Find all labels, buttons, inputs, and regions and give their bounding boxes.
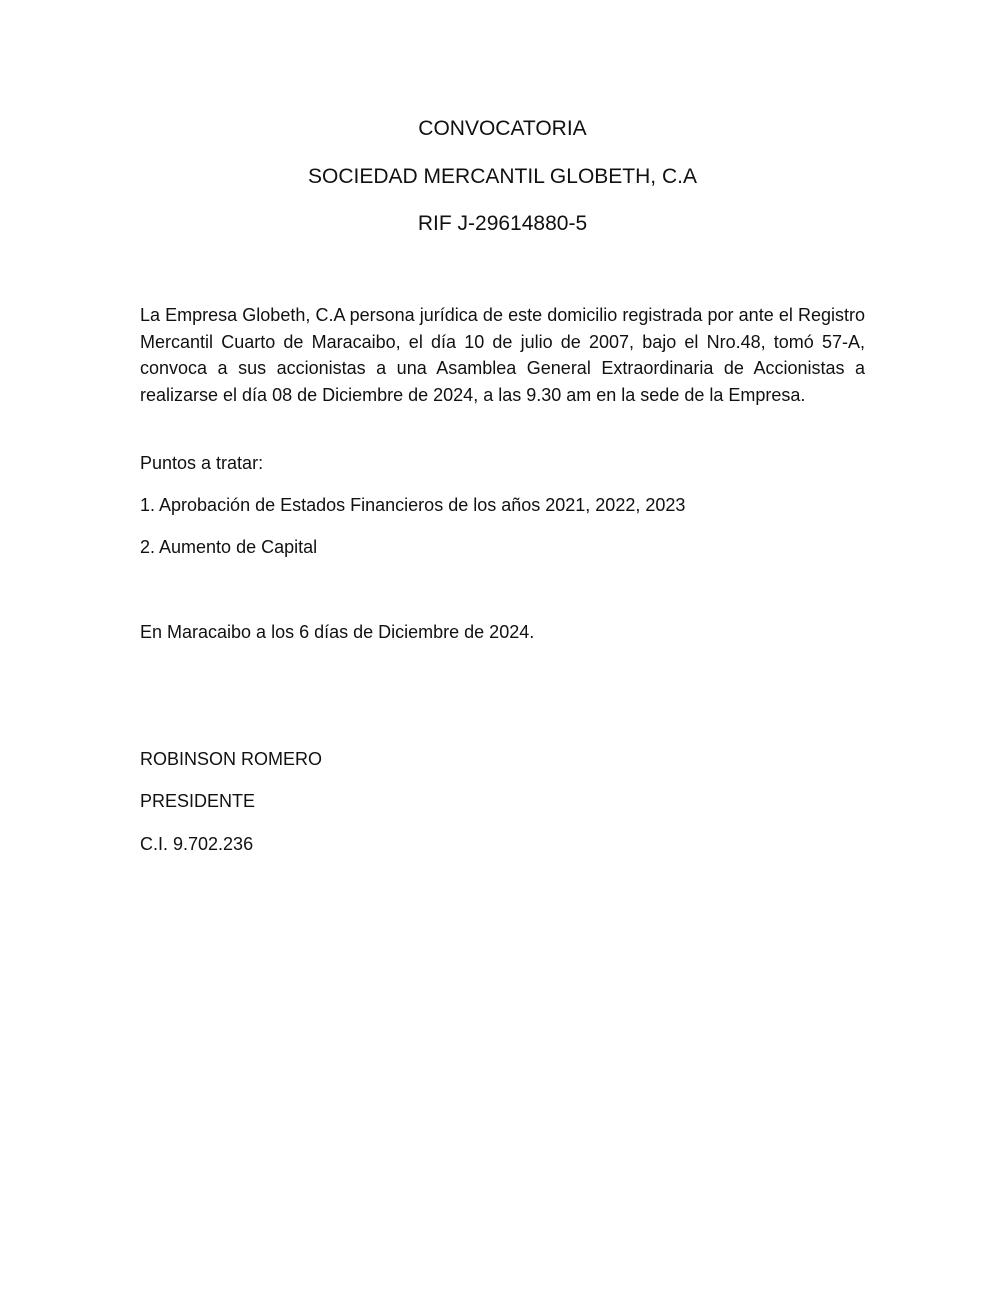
document-title: CONVOCATORIA xyxy=(418,117,587,140)
company-name: SOCIEDAD MERCANTIL GLOBETH, C.A xyxy=(308,165,697,188)
convocation-paragraph: La Empresa Globeth, C.A persona jurídica de este domicilio registrada por ante el Registro Mercantil Cuarto de Maracaibo, el día 10 de julio de 2007, bajo el Nro.48, tomó 57-A, convoca a sus accionistas a una Asamblea General Extraordinaria de Accionistas a realizarse el día 08 de Diciembre de 2024, a las 9.30 am en la sede de la Empresa. xyxy=(140,305,865,405)
signatory-role: PRESIDENTE xyxy=(140,791,256,811)
agenda-item-2: 2. Aumento de Capital xyxy=(140,537,318,557)
signatory-id: C.I. 9.702.236 xyxy=(140,834,254,854)
agenda-item-1: 1. Aprobación de Estados Financieros de los años 2021, 2022, 2023 xyxy=(140,495,686,515)
points-heading: Puntos a tratar: xyxy=(140,453,264,473)
signatory-name: ROBINSON ROMERO xyxy=(140,749,323,769)
company-rif: RIF J-29614880-5 xyxy=(417,212,588,235)
place-and-date: En Maracaibo a los 6 días de Diciembre de 2024. xyxy=(140,622,535,642)
